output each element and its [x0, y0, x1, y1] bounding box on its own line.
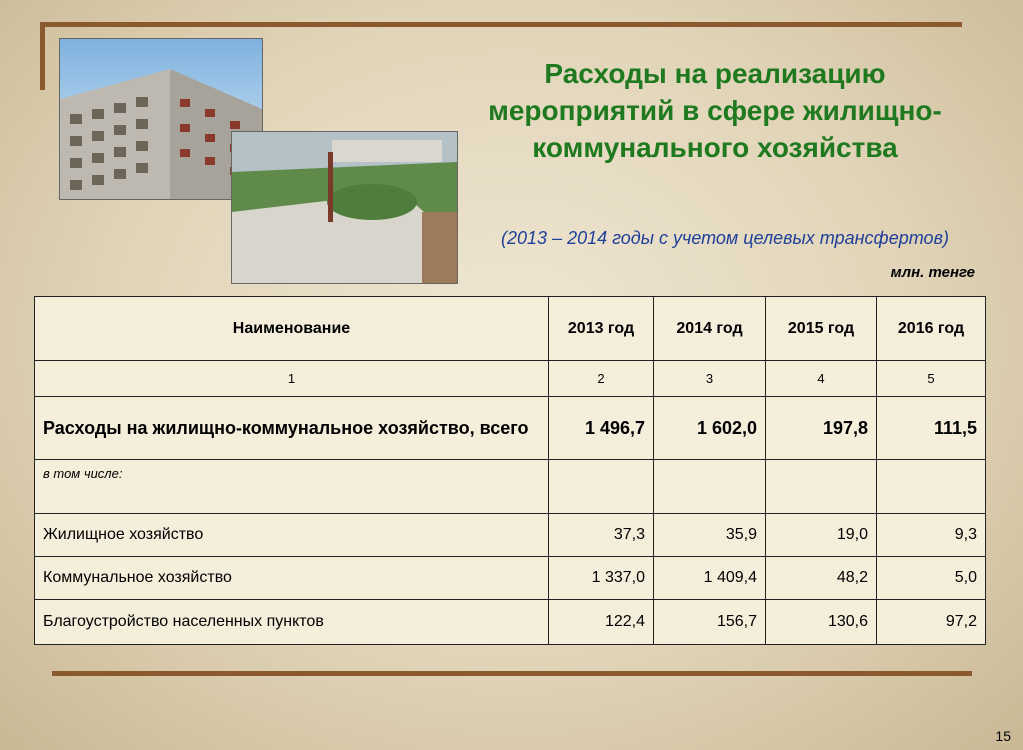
column-number: 2	[549, 361, 654, 397]
header-name: Наименование	[35, 297, 549, 361]
row-value: 122,4	[549, 600, 654, 645]
row-value: 35,9	[654, 514, 766, 557]
empty-cell	[654, 460, 766, 514]
total-2013: 1 496,7	[549, 397, 654, 460]
column-number-row	[35, 361, 986, 397]
row-value: 19,0	[766, 514, 877, 557]
expenses-table	[34, 296, 986, 645]
column-number: 4	[766, 361, 877, 397]
total-2015: 197,8	[766, 397, 877, 460]
total-2016: 111,5	[877, 397, 986, 460]
empty-cell	[877, 460, 986, 514]
including-label: в том числе:	[35, 460, 549, 514]
total-2014: 1 602,0	[654, 397, 766, 460]
total-row	[35, 397, 986, 460]
row-value: 48,2	[766, 557, 877, 600]
row-value: 5,0	[877, 557, 986, 600]
total-row-name: Расходы на жилищно-коммунальное хозяйство, всего	[35, 397, 549, 460]
slide-subtitle: (2013 – 2014 годы с учетом целевых трансфертов)	[501, 228, 949, 248]
table-header-row	[35, 297, 986, 361]
row-value: 1 337,0	[549, 557, 654, 600]
frame-left-line	[40, 22, 45, 90]
column-number: 1	[35, 361, 549, 397]
slide-title: Расходы на реализацию мероприятий в сфере жилищно-коммунального хозяйства	[488, 58, 942, 163]
table-row	[35, 600, 986, 645]
column-number: 5	[877, 361, 986, 397]
row-value: 9,3	[877, 514, 986, 557]
page-number: 15	[995, 728, 1011, 744]
row-name: Коммунальное хозяйство	[35, 557, 549, 600]
frame-bottom-line	[52, 671, 972, 676]
including-row	[35, 460, 986, 514]
row-value: 37,3	[549, 514, 654, 557]
row-name: Благоустройство населенных пунктов	[35, 600, 549, 645]
header-2013: 2013 год	[549, 297, 654, 361]
empty-cell	[766, 460, 877, 514]
city-park-photo	[231, 131, 458, 284]
row-name: Жилищное хозяйство	[35, 514, 549, 557]
row-value: 156,7	[654, 600, 766, 645]
row-value: 97,2	[877, 600, 986, 645]
frame-top-line	[40, 22, 962, 27]
table-row	[35, 514, 986, 557]
row-value: 1 409,4	[654, 557, 766, 600]
column-number: 3	[654, 361, 766, 397]
header-2014: 2014 год	[654, 297, 766, 361]
table-row	[35, 557, 986, 600]
units-label: млн. тенге	[890, 264, 975, 281]
header-2015: 2015 год	[766, 297, 877, 361]
empty-cell	[549, 460, 654, 514]
header-2016: 2016 год	[877, 297, 986, 361]
row-value: 130,6	[766, 600, 877, 645]
